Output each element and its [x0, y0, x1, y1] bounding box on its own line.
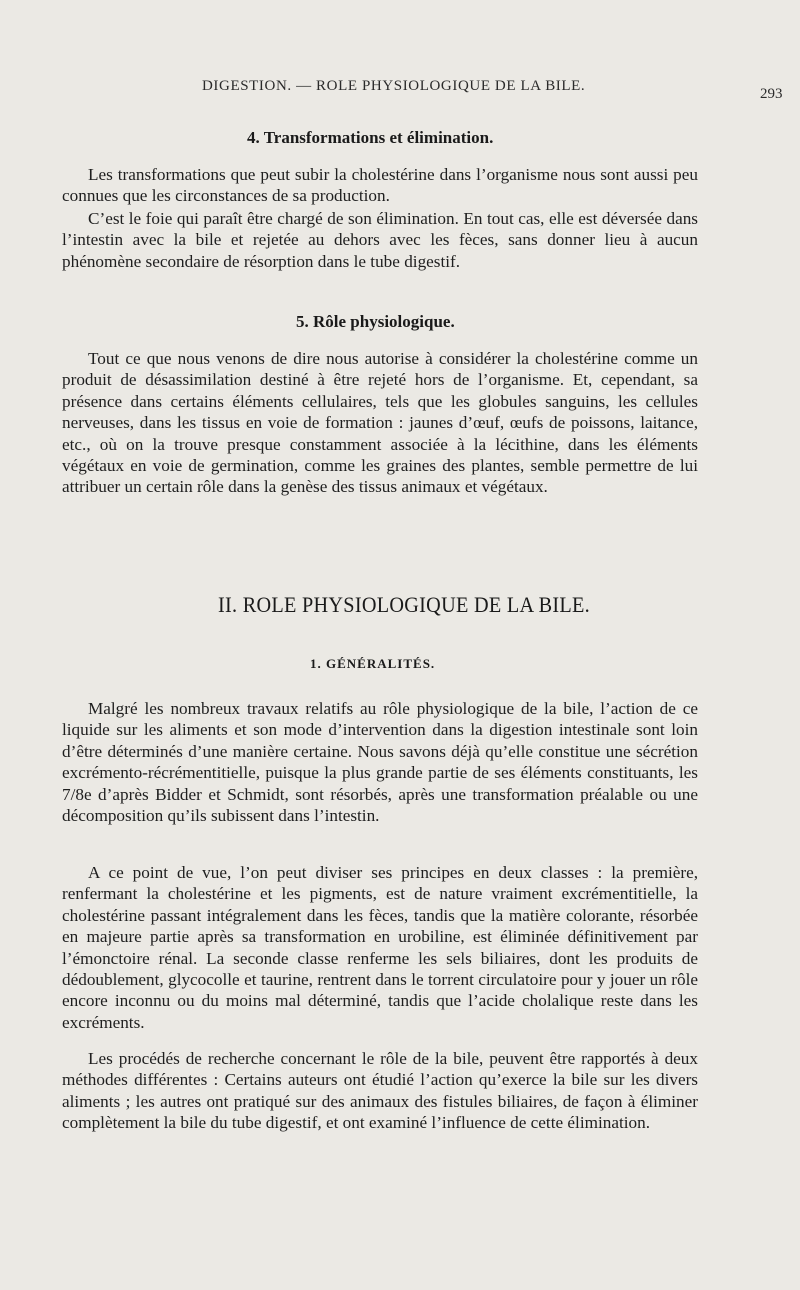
section-heading-5: 5. Rôle physiologique.	[296, 312, 455, 331]
paragraph-s5-1: Tout ce que nous venons de dire nous autorise à considérer la cholestérine comme un produit de désassimilation destiné à être rejeté hors de l’organisme. Et, cependant, sa présence dans certains éléments cellulaires, tels que les globules sanguins, les cellules nerveuses, dans les tissus en voie de formation : jaunes d’œuf, œufs de poissons, laitance, etc., où on la trouve presque constamment associée à la lécithine, dans les éléments végétaux en voie de germination, comme les graines des plantes, semble permettre de lui attribuer un certain rôle dans la genèse des tissus animaux et végétaux.	[62, 349, 698, 497]
paragraph-s4-2: C’est le foie qui paraît être chargé de son élimination. En tout cas, elle est déversée dans l’intestin avec la bile et rejetée au dehors avec les fèces, sans donner lieu à aucun phénomène secondaire de résorption dans le tube digestif.	[62, 209, 698, 271]
running-head: DIGESTION. — ROLE PHYSIOLOGIQUE DE LA BILE.	[202, 78, 586, 94]
paragraph-p2-3: Les procédés de recherche concernant le rôle de la bile, peuvent être rapportés à deux méthodes différentes : Certains auteurs ont étudié l’action qu’exerce la bile sur les divers aliments ; les autres ont pratiqué sur des animaux des fistules biliaires, de façon à éliminer complètement la bile du tube digestif, et ont examiné l’influence de cette élimination.	[62, 1049, 698, 1133]
page-number: 293	[760, 86, 783, 102]
subsection-heading-generalites: 1. GÉNÉRALITÉS.	[310, 656, 436, 671]
paragraph-p2-2: A ce point de vue, l’on peut diviser ses principes en deux classes : la première, renfermant la cholestérine et les pigments, est de nature vraiment excrémentitielle, la cholestérine passant intégralement dans les fèces, tandis que la matière colorante, résorbée en majeure partie après sa transformation en urobiline, est éliminée définitivement par l’émonctoire rénal. La seconde classe renferme les sels biliaires, dont les produits de dédoublement, glycocolle et taurine, rentrent dans le torrent circulatoire pour y jouer un rôle encore inconnu ou du moins mal déterminé, tandis que l’acide cholalique reste dans les excréments.	[62, 863, 698, 1032]
paragraph-s4-1: Les transformations que peut subir la cholestérine dans l’organisme nous sont aussi peu connues que les circonstances de sa production.	[62, 165, 698, 206]
part-heading: II. ROLE PHYSIOLOGIQUE DE LA BILE.	[218, 592, 590, 617]
section-heading-4: 4. Transformations et élimination.	[247, 128, 494, 147]
paragraph-p2-1: Malgré les nombreux travaux relatifs au rôle physiologique de la bile, l’action de ce liquide sur les aliments et son mode d’intervention dans la digestion intestinale sont loin d’être déterminés d’une manière certaine. Nous savons déjà qu’elle constitue une sécrétion excrémento-récrémentitielle, puisque la plus grande partie de ses éléments constituants, les 7/8e d’après Bidder et Schmidt, sont résorbés, après une transformation préalable ou une décomposition qu’ils subissent dans l’intestin.	[62, 699, 698, 826]
